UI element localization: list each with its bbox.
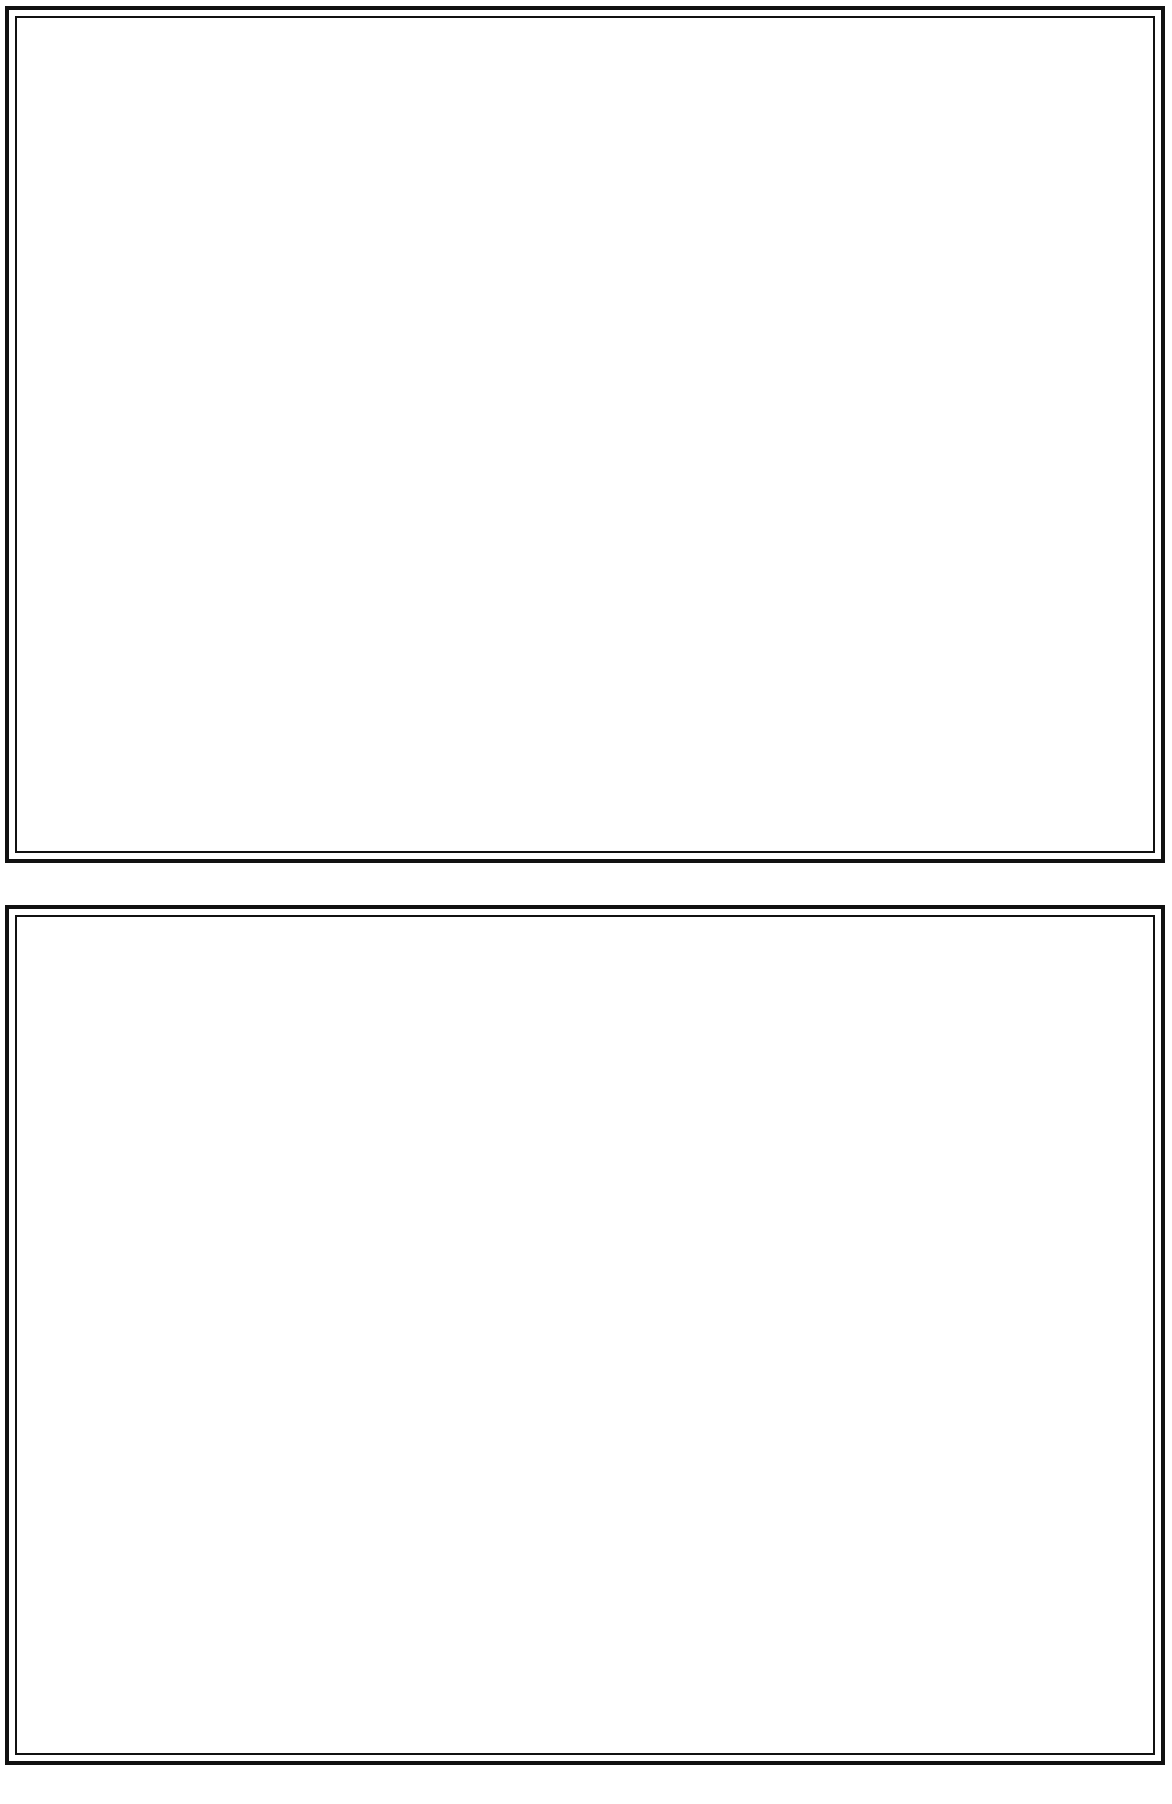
text-columns: [19, 20, 1151, 849]
page-34-panel: [5, 6, 1165, 863]
page-35-panel: [5, 905, 1165, 1765]
text-columns: [19, 919, 1151, 1751]
